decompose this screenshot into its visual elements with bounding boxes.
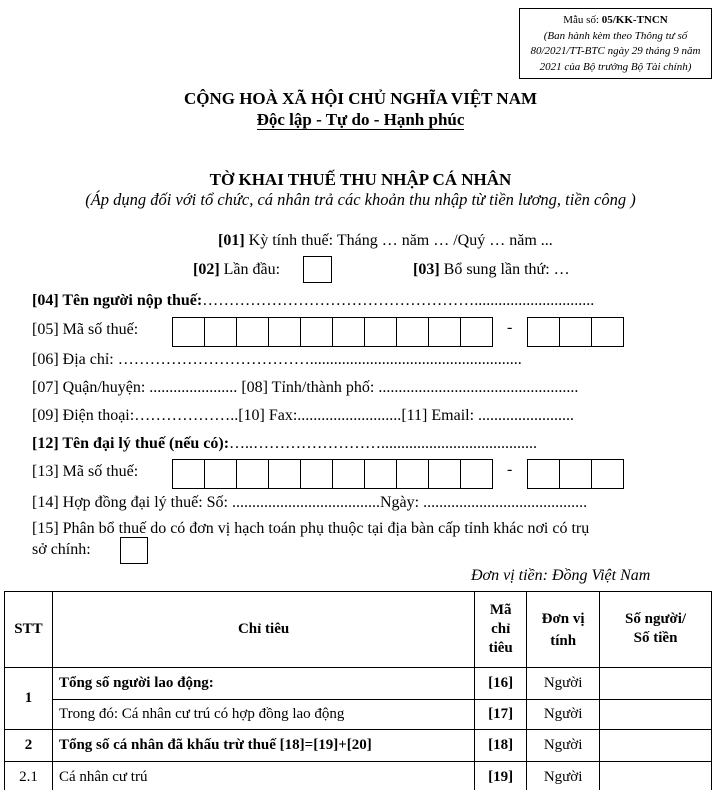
digit-box[interactable]	[172, 459, 205, 489]
taxpayer-name-input[interactable]: ……………………………………………..............................	[202, 292, 595, 309]
field-07-code: [07]	[32, 379, 59, 396]
field-09-code: [09]	[32, 407, 59, 424]
digit-box[interactable]	[428, 459, 461, 489]
row-unit: Người	[527, 762, 600, 790]
field-01	[218, 232, 553, 250]
digit-box[interactable]	[460, 317, 493, 347]
row-label: Trong đó: Cá nhân cư trú có hợp đồng lao động	[52, 700, 474, 730]
field-04	[32, 292, 594, 310]
motto-wrap	[0, 110, 721, 130]
form-basis-line1: (Ban hành kèm theo Thông tư số	[543, 29, 688, 42]
tax-code-dash: -	[507, 319, 513, 336]
field-12-code: [12]	[32, 435, 59, 452]
field-02-label: Lần đầu:	[219, 261, 281, 278]
form-basis-line2: 80/2021/TT-BTC ngày 29 tháng 9 năm	[530, 45, 701, 57]
row-label: Cá nhân cư trú	[52, 762, 474, 790]
col-code-l2: chỉ	[491, 621, 511, 637]
field-09-11	[32, 407, 574, 425]
agent-tax-code-suffix-boxes[interactable]	[527, 459, 624, 489]
row-code: [18]	[475, 730, 527, 762]
row-unit: Người	[527, 700, 600, 730]
col-unit-l2: tính	[550, 632, 577, 649]
form-subtitle: (Áp dụng đối với tổ chức, cá nhân trả các khoản thu nhập từ tiền lương, tiền công )	[85, 190, 636, 209]
table-row	[5, 668, 712, 700]
field-06	[32, 351, 522, 369]
digit-box[interactable]	[364, 317, 397, 347]
motto: Độc lập - Tự do - Hạnh phúc	[256, 110, 465, 129]
agent-contract-input[interactable]: Hợp đồng đại lý thuế: Số: .....................................Ngày: .........................................	[58, 494, 588, 511]
agent-name-input[interactable]: …..…………………….......................................	[229, 435, 538, 452]
field-15	[32, 520, 589, 538]
field-08-code: [08]	[241, 379, 268, 396]
col-amount-l2: Số tiền	[633, 630, 678, 646]
digit-box[interactable]	[300, 317, 333, 347]
digit-box[interactable]	[559, 459, 592, 489]
field-13	[32, 463, 138, 481]
row-amount-input[interactable]	[600, 668, 712, 700]
row-stt: 1	[5, 668, 53, 730]
agent-tax-code-boxes[interactable]	[172, 459, 493, 489]
digit-box[interactable]	[268, 459, 301, 489]
digit-box[interactable]	[236, 459, 269, 489]
digit-box[interactable]	[396, 459, 429, 489]
field-04-label: Tên người nộp thuế:	[58, 292, 203, 309]
col-indicator: Chỉ tiêu	[52, 592, 474, 668]
currency-note: Đơn vị tiền: Đồng Việt Nam	[471, 567, 651, 584]
row-amount-input[interactable]	[600, 762, 712, 790]
digit-box[interactable]	[428, 317, 461, 347]
table-row	[5, 700, 712, 730]
digit-box[interactable]	[364, 459, 397, 489]
field-06-code: [06]	[32, 351, 59, 368]
form-code: 05/KK-TNCN	[601, 14, 668, 26]
first-time-checkbox[interactable]	[303, 256, 332, 283]
email-input[interactable]: Email: ........................	[427, 407, 575, 424]
tax-code-suffix-boxes[interactable]	[527, 317, 624, 347]
field-14-code: [14]	[32, 494, 59, 511]
digit-box[interactable]	[527, 317, 560, 347]
digit-box[interactable]	[236, 317, 269, 347]
col-unit-l1: Đơn vị	[541, 610, 585, 627]
supplement-input[interactable]: Bổ sung lần thứ: …	[439, 261, 570, 278]
address-input[interactable]: ……………………………….....................................................	[117, 351, 522, 368]
field-12-label: Tên đại lý thuế (nếu có):	[58, 435, 230, 452]
phone-input[interactable]: Điện thoại:………………..	[58, 407, 239, 424]
country-header: CỘNG HOÀ XÃ HỘI CHỦ NGHĨA VIỆT NAM	[183, 89, 538, 108]
row-code: [19]	[475, 762, 527, 790]
digit-box[interactable]	[591, 317, 624, 347]
field-04-code: [04]	[32, 292, 59, 309]
row-stt: 2.1	[5, 762, 53, 790]
field-01-code: [01]	[218, 232, 245, 249]
row-label: Tổng số người lao động:	[52, 668, 474, 700]
district-input[interactable]: Quận/huyện: ......................	[58, 379, 242, 396]
row-unit: Người	[527, 730, 600, 762]
digit-box[interactable]	[172, 317, 205, 347]
col-amount-l1: Số người/	[625, 611, 687, 627]
row-code: [16]	[475, 668, 527, 700]
indicator-table	[4, 591, 712, 790]
col-unit	[527, 592, 600, 668]
field-15-line1: Phân bổ thuế do có đơn vị hạch toán phụ thuộc tại địa bàn cấp tỉnh khác nơi có trụ	[58, 520, 590, 537]
field-10-code: [10]	[238, 407, 265, 424]
dependent-unit-checkbox[interactable]	[120, 537, 148, 564]
digit-box[interactable]	[591, 459, 624, 489]
field-15-code: [15]	[32, 520, 59, 537]
field-05	[32, 321, 138, 339]
digit-box[interactable]	[527, 459, 560, 489]
row-unit: Người	[527, 668, 600, 700]
form-code-box	[519, 8, 712, 79]
field-03	[413, 261, 570, 279]
digit-box[interactable]	[332, 459, 365, 489]
digit-box[interactable]	[332, 317, 365, 347]
field-13-label: Mã số thuế:	[58, 463, 139, 480]
col-stt: STT	[5, 592, 53, 668]
fax-input[interactable]: Fax:..........................	[264, 407, 402, 424]
field-01-label: Kỳ tính thuế:	[244, 232, 337, 249]
form-code-label: Mẫu số:	[563, 14, 602, 26]
row-label: Tổng số cá nhân đã khấu trừ thuế [18]=[19]+[20]	[52, 730, 474, 762]
province-input[interactable]: Tỉnh/thành phố: ..................................................	[267, 379, 579, 396]
field-03-code: [03]	[413, 261, 440, 278]
field-02-code: [02]	[193, 261, 220, 278]
form-basis-line3: 2021 của Bộ trưởng Bộ Tài chính)	[539, 60, 692, 73]
col-code	[475, 592, 527, 668]
digit-box[interactable]	[204, 317, 237, 347]
row-code: [17]	[475, 700, 527, 730]
digit-box[interactable]	[460, 459, 493, 489]
field-11-code: [11]	[401, 407, 428, 424]
form-title: TỜ KHAI THUẾ THU NHẬP CÁ NHÂN	[209, 170, 512, 189]
period-input[interactable]: Tháng … năm … /Quý … năm ...	[336, 232, 553, 249]
table-row	[5, 730, 712, 762]
field-15-line2: sở chính:	[32, 541, 91, 558]
col-code-l3: tiêu	[488, 640, 513, 656]
field-05-label: Mã số thuế:	[58, 321, 139, 338]
digit-box[interactable]	[268, 317, 301, 347]
field-02	[193, 261, 280, 279]
digit-box[interactable]	[559, 317, 592, 347]
col-amount	[600, 592, 712, 668]
field-06-label: Địa chỉ:	[58, 351, 118, 368]
tax-code-boxes[interactable]	[172, 317, 493, 347]
table-row	[5, 762, 712, 790]
col-code-l1: Mã	[489, 602, 512, 618]
field-14	[32, 494, 587, 512]
agent-tax-code-dash: -	[507, 461, 513, 478]
field-07-08	[32, 379, 578, 397]
table-header-row	[5, 592, 712, 668]
digit-box[interactable]	[300, 459, 333, 489]
row-amount-input[interactable]	[600, 700, 712, 730]
row-amount-input[interactable]	[600, 730, 712, 762]
row-stt: 2	[5, 730, 53, 762]
field-05-code: [05]	[32, 321, 59, 338]
digit-box[interactable]	[396, 317, 429, 347]
digit-box[interactable]	[204, 459, 237, 489]
field-12	[32, 435, 537, 453]
field-13-code: [13]	[32, 463, 59, 480]
